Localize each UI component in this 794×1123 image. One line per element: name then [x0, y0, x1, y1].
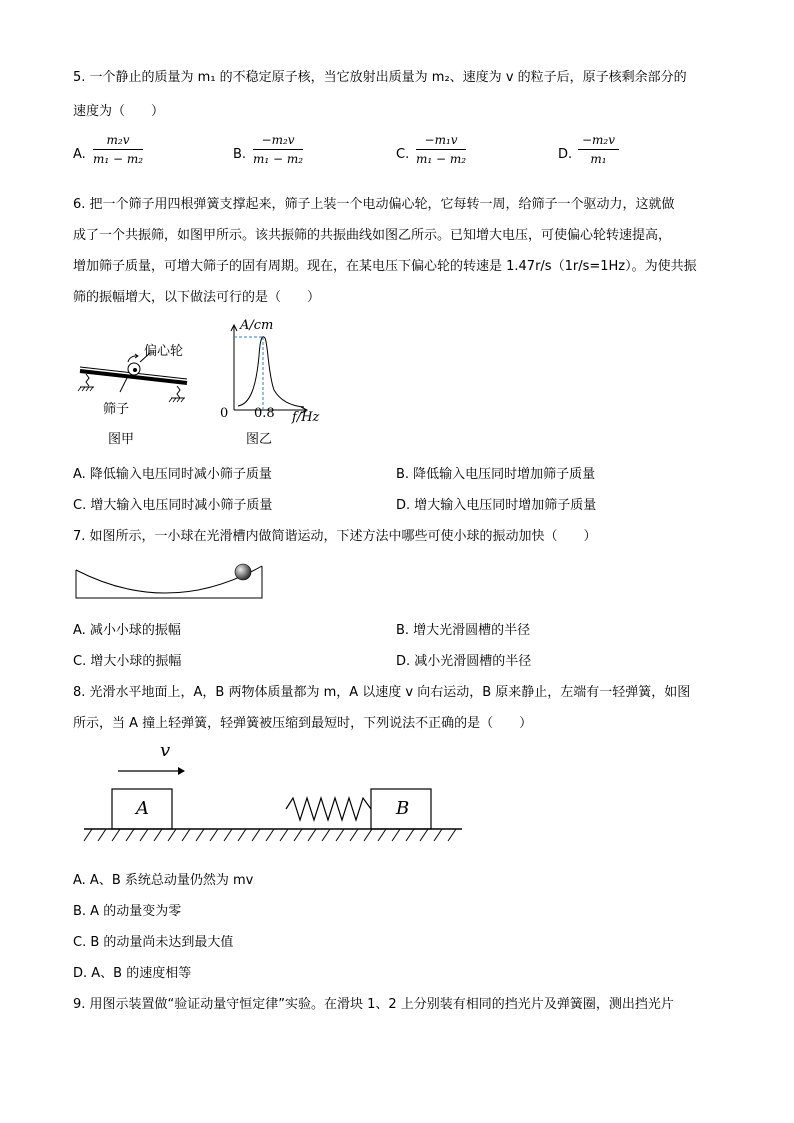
eccentric-wheel-label: 偏心轮 [144, 344, 184, 359]
velocity-label: v [160, 740, 171, 761]
q5-option-c-fraction [416, 133, 466, 166]
figure-a-caption: 图甲 [108, 432, 135, 447]
q5-option-b-label: B. [233, 147, 247, 162]
resonance-curve-figure [226, 318, 336, 418]
q6-line1: 6. 把一个筛子用四根弹簧支撑起来，筛子上装一个电动偏心轮，它每转一周，给筛子一个驱动力，这就做 [73, 197, 675, 212]
q6-line2: 成了一个共振筛，如图甲所示。该共振筛的共振曲线如图乙所示。已知增大电压，可使偏心轮转速提高， [73, 228, 672, 243]
block-a-label: A [136, 798, 149, 819]
q5-option-d-num: −m₂v [578, 133, 619, 150]
q6-option-b: B. 降低输入电压同时增加筛子质量 [396, 467, 596, 482]
smooth-groove-figure [74, 562, 274, 602]
q7-line1: 7. 如图所示，一小球在光滑槽内做简谐运动，下述方法中哪些可使小球的振动加快（ ） [73, 529, 597, 544]
q8-option-b: B. A 的动量变为零 [73, 904, 182, 919]
q6-line4: 筛的振幅增大，以下做法可行的是（ ） [73, 290, 321, 305]
figure-b-caption: 图乙 [246, 432, 273, 447]
q6-option-c: C. 增大输入电压同时减小筛子质量 [73, 498, 273, 513]
q7-option-b: B. 增大光滑圆槽的半径 [396, 623, 531, 638]
q6-option-a: A. 降低输入电压同时减小筛子质量 [73, 467, 272, 482]
q8-option-d: D. A、B 的速度相等 [73, 966, 192, 981]
q7-option-d: D. 减小光滑圆槽的半径 [396, 654, 532, 669]
q5-option-d-label: D. [558, 147, 573, 162]
q5-option-d-fraction [578, 133, 619, 166]
q8-option-a: A. A、B 系统总动量仍然为 mv [73, 873, 254, 888]
q5-option-d-den: m₁ [590, 152, 607, 166]
collision-figure [78, 740, 468, 850]
figure-b-origin: 0 [220, 406, 229, 421]
q5-option-b-fraction [253, 133, 303, 166]
sieve-label: 筛子 [103, 402, 130, 417]
q8-line1: 8. 光滑水平地面上，A，B 两物体质量都为 m，A 以速度 v 向右运动，B 原来静止，左端有一轻弹簧，如图 [73, 685, 691, 700]
q5-option-a-fraction [93, 133, 143, 166]
block-b-label: B [396, 798, 410, 819]
q5-option-a-label: A. [73, 147, 86, 162]
figure-b-xlabel: f/Hz [292, 410, 320, 425]
q5-option-a-num: m₂v [93, 133, 143, 150]
q5-line1: 5. 一个静止的质量为 m₁ 的不稳定原子核，当它放射出质量为 m₂、速度为 v 的粒子后，原子核剩余部分的 [73, 70, 687, 85]
q8-line2: 所示，当 A 撞上轻弹簧，轻弹簧被压缩到最短时，下列说法不正确的是（ ） [73, 716, 533, 731]
q7-option-c: C. 增大小球的振幅 [73, 654, 182, 669]
q5-option-a-den: m₁ − m₂ [93, 152, 144, 166]
q5-option-c-den: m₁ − m₂ [416, 152, 467, 166]
q6-option-d: D. 增大输入电压同时增加筛子质量 [396, 498, 597, 513]
q7-option-a: A. 减小小球的振幅 [73, 623, 181, 638]
q5-option-b-num: −m₂v [253, 133, 303, 150]
q5-option-c-label: C. [396, 147, 410, 162]
q8-option-c: C. B 的动量尚未达到最大值 [73, 935, 234, 950]
q9-line1: 9. 用图示装置做“验证动量守恒定律”实验。在滑块 1、2 上分别装有相同的挡光片及弹簧圈，测出挡光片 [73, 997, 674, 1012]
q6-line3: 增加筛子质量，可增大筛子的固有周期。现在，在某电压下偏心轮的转速是 1.47r/s（1r/s=1Hz）。为使共振 [73, 259, 697, 274]
q5-option-c-num: −m₁v [416, 133, 466, 150]
figure-b-peak-tick: 0.8 [254, 406, 275, 421]
q5-option-b-den: m₁ − m₂ [253, 152, 304, 166]
q5-line2: 速度为（ ） [73, 104, 165, 119]
figure-b-ylabel: A/cm [240, 318, 274, 333]
